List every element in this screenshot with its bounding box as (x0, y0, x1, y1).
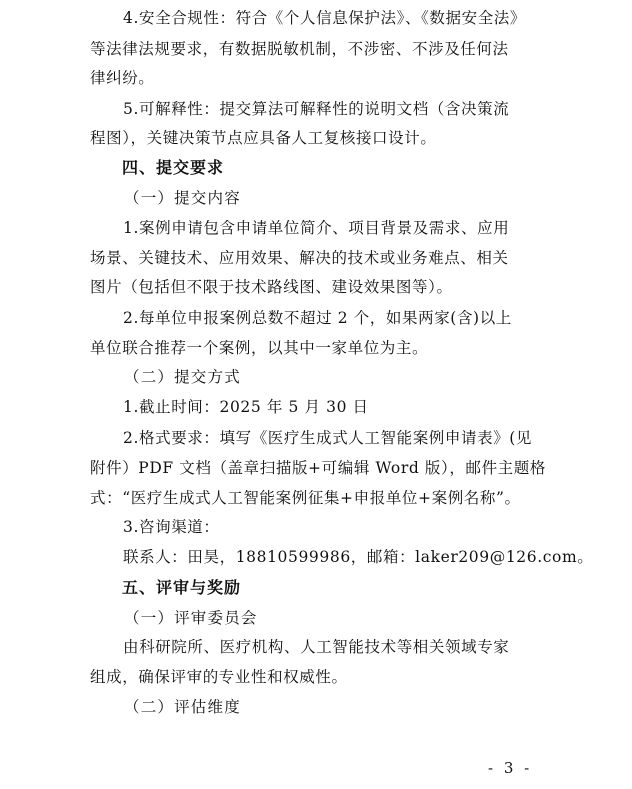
paragraph-line: 律纠纷。 (90, 69, 155, 87)
subsection-heading: （二）评估维度 (124, 698, 241, 716)
paragraph-line: 等法律法规要求，有数据脱敏机制，不涉密、不涉及任何法 (90, 40, 509, 58)
page-number: - 3 - (488, 759, 533, 777)
paragraph-line: 2.每单位申报案例总数不超过 2 个，如果两家(含)以上 (123, 309, 512, 327)
paragraph-line: 程图），关键决策节点应具备人工复核接口设计。 (90, 129, 437, 147)
section-heading: 四、提交要求 (122, 158, 225, 177)
paragraph-line: 1.案例申请包含申请单位简介、项目背景及需求、应用 (123, 219, 510, 237)
paragraph-line: 2.格式要求：填写《医疗生成式人工智能案例申请表》(见 (123, 429, 533, 447)
paragraph-line: 单位联合推荐一个案例，以其中一家单位为主。 (90, 339, 429, 357)
paragraph-line: 图片（包括但不限于技术路线图、建设效果图等）。 (90, 278, 453, 296)
contact-line: 联系人：田昊，18810599986，邮箱：laker209@126.com。 (123, 548, 594, 566)
paragraph-line: 3.咨询渠道： (123, 518, 220, 536)
subsection-heading: （二）提交方式 (124, 368, 241, 386)
section-heading: 五、评审与奖励 (122, 578, 242, 597)
paragraph-line: 1.截止时间：2025 年 5 月 30 日 (123, 398, 369, 416)
paragraph-line: 由科研院所、医疗机构、人工智能技术等相关领域专家 (123, 638, 510, 656)
paragraph-line: 4.安全合规性：符合《个人信息保护法》、《数据安全法》 (123, 9, 526, 27)
paragraph-line: 5.可解释性：提交算法可解释性的说明文档（含决策流 (123, 100, 510, 118)
paragraph-line: 附件）PDF 文档（盖章扫描版+可编辑 Word 版），邮件主题格 (90, 459, 546, 477)
paragraph-line: 式：“医疗生成式人工智能案例征集+申报单位+案例名称”。 (90, 489, 521, 507)
subsection-heading: （一）提交内容 (124, 189, 241, 207)
subsection-heading: （一）评审委员会 (124, 609, 258, 627)
paragraph-line: 组成，确保评审的专业性和权威性。 (90, 668, 348, 686)
paragraph-line: 场景、关键技术、应用效果、解决的技术或业务难点、相关 (90, 249, 509, 267)
